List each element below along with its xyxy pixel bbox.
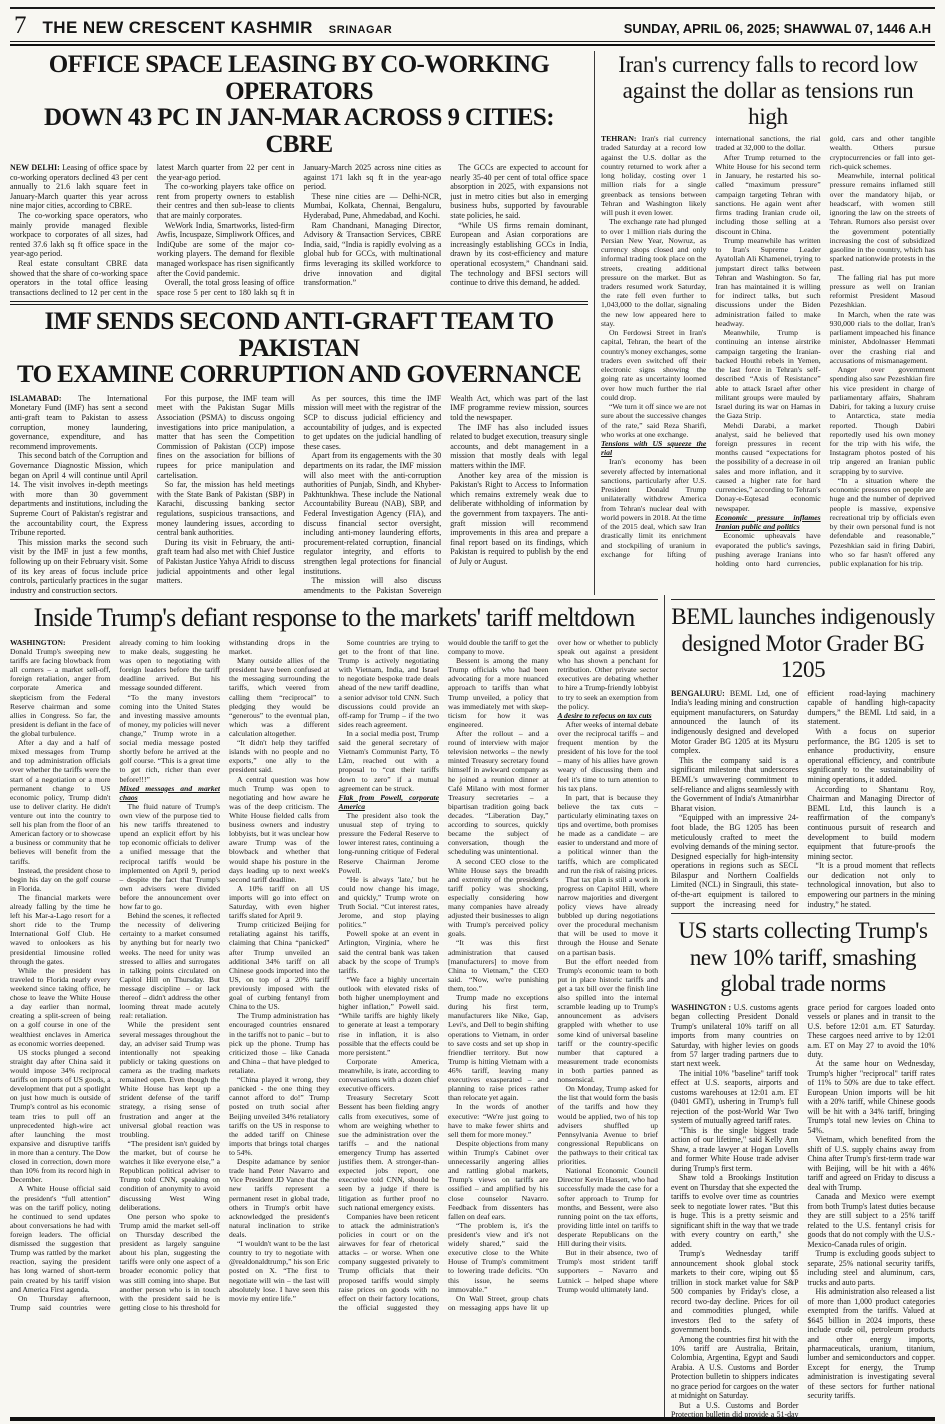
article-us-tariff-collection-body bbox=[671, 1003, 935, 1420]
article-paragraph: Many outside allies of the president have been confused at the messaging surrounding the tariffs, which veered from calling them “reciprocal” to pledging they would be “generous” to the eventual plan, which was a different calculation altogether. bbox=[229, 656, 330, 738]
article-paragraph: “I wouldn't want to be the last country to try to negotiate with @realdonaldtrump,” his son Eric posted on X. “The first to negotiate will win – the last will absolutely lose. I have seen this movie my entire life.” bbox=[229, 1239, 330, 1303]
article-paragraph: Mehdi Darabi, a market analyst, said he believed that foreign pressures in recent months caused “expectations for the possibility of a decrease in oil sales and more inflation, and it caused a higher rate for hard currencies,” according to Tehran's Donay-e-Eqtesad economic newspaper. bbox=[715, 420, 821, 513]
article-paragraph: Despite adamance by senior trade hand Peter Navarro and Vice President JD Vance that the new tariffs represent a permanent reset in global trade, others in Trump's orbit have acknowledged the president's natural inclination to strike deals. bbox=[229, 1157, 330, 1239]
vertical-rule bbox=[664, 595, 665, 1420]
article-paragraph: After Trump returned to the White House for his second term in January, he restarted his so-called “maximum pressure” campaign targeting Tehran with sanctions. He again went after firms trading Iranian crude oil, including those selling at a discount in China. bbox=[715, 152, 821, 236]
article-paragraph: After a day and a half of mixed messages from Trump and top administration officials over whether the tariffs were the start of a negotiation or a more permanent change to US economic policy, Trump didn't use to deliver clarity. He didn't venture out into the country to sell his plan from the floor of an American factory or to showcase a business or community that he believes will benefit from the tariffs. bbox=[10, 738, 111, 866]
article-paragraph: After weeks of internal debate over the reciprocal tariffs – and frequent mention by the president of his love for the tool – many of his allies have grown weary of discussing them and feel it's time to turn attention to his tax plans. bbox=[557, 719, 658, 793]
dateline: ISLAMABAD: bbox=[10, 393, 78, 403]
article-paragraph: Trump's Wednesday tariff announcement shook global stock markets to their core, wiping out $5 trillion in stock market value for S&P 500 companies by Friday's close, a record two-day decline. Prices for oil and commodities plunged, while investors fled to the safety of government bonds. bbox=[671, 1249, 799, 1335]
article-office-space bbox=[10, 52, 588, 297]
article-paragraph: Economic upheavals have evaporated the public's savings, pushing average Iranians into holding onto hard currencies, gold, cars and other tangible wealth. Others pursue cryptocurrencies or fall into get-rich-quick schemes. bbox=[715, 134, 935, 569]
article-paragraph: For this purpose, the IMF team will meet with the Pakistan Sugar Mills Association (PSMA) to discuss ongoing investigations into price manipulation, a matter that has seen the Competition Commission of Pakistan (CCP) impose fines on the association for billions of rupees for price manipulation and cartelisation. bbox=[156, 393, 295, 480]
article-paragraph: On Wall Street, group chats on messaging apps have lit up over how or whether to publicly speak out against a president who has shown a penchant for retribution. Other private sector executives are debating whether to hire a Trump-friendly lobbyist to try to seek an exemption from the policy. bbox=[448, 637, 658, 1312]
article-paragraph: Bessent is among the many Trump officials who had been advocating for a more nuanced approach to tariffs than what Trump unveiled, a policy that was immediately met with skepticism for how it was engineered. bbox=[448, 656, 549, 729]
vertical-rule bbox=[594, 51, 595, 595]
article-paragraph: In a social media post, Trump said the general secretary of Vietnam's Communist Party, Tô Lâm, reached out with a proposal to “cut their tariffs down to zero” if a mutual agreement can be struck. bbox=[338, 728, 439, 793]
dateline: WASHINGTON: bbox=[10, 637, 83, 647]
article-paragraph: While the president sent several messages throughout the day, an adviser said Trump was intentionally not speaking publicly or taking questions on camera as the trading markets remained open. Even though the White House has kept up a strident defense of the tariff strategy, a rising sense of frustration and anger at the universal global reaction was troubling. bbox=[119, 1020, 220, 1139]
article-paragraph: Some countries are trying to get to the front of that line. Trump is actively negotiating with Vietnam, India, and Israel to negotiate bespoke trade deals ahead of the new tariff deadline, a senior advisor told CNN. Such discussions could provide an off-ramp for Trump – if the two sides reach agreement. bbox=[338, 637, 439, 729]
article-paragraph: “He is always 'late,' but he could now change his image, and quickly,” Trump wrote on Truth Social. “Cut interest rates, Jerome, and stop playing politics.” bbox=[338, 874, 439, 930]
article-us-tariff-collection-headline: US starts collecting Trump's new 10% tariff, smashing global trade norms bbox=[678, 918, 928, 997]
section-divider bbox=[10, 301, 588, 305]
article-paragraph: On Monday, Trump asked for the list that would form the basis of the tariffs and how they would be applied, two of his top advisers shuffled up Pennsylvania Avenue to brief congressional Republicans on the pathways to their critical tax priorities. bbox=[557, 1084, 658, 1167]
article-paragraph: Iran's economy has been severely affected by international sanctions, particularly after U.S. President Donald Trump unilaterally withdrew America from Tehran's nuclear deal with world powers in 2018. At the time of the 2015 deal, which saw Iran drastically limit its enrichment and stockpiling of uranium in exchange for lifting of international sanctions, the rial traded at 32,000 to the dollar. bbox=[601, 134, 821, 559]
article-paragraph: “In a situation where the economic pressures on people are huge and the number of deprived people is massive, expensive recreational trip by officials even by their own personal fund is not defendable and reasonable,” Pezeshkian said in firing Dabiri, who so far hasn't offered any public explanation for his trip. bbox=[829, 475, 935, 569]
article-paragraph: TEHRAN: Iran's rial currency traded Saturday at a record low against the U.S. dollar as the country returned to work after a long holiday, costing over 1 million rials for a single greenback as tensions between Tehran and Washington likely will push it even lower. bbox=[601, 134, 707, 218]
article-paragraph: Apart from its engagements with the 30 departments on its radar, the IMF mission will also meet with the anti-corruption authorities of Punjab, Sindh, and Khyber-Pakhtunkhwa. These include the National Accountability Bureau (NAB), SBP, and Federal Investigation Agency (FIA), and discuss financial sector oversight, including anti-money laundering efforts, procurement-related corruption, financial regulator integrity, and efforts to strengthen legal protections for financial institutions. bbox=[303, 451, 442, 576]
band-top-left bbox=[10, 51, 588, 595]
article-paragraph: “It didn't help they tariffed islands with no people and no exports,” one ally to the president said. bbox=[229, 738, 330, 775]
page-number: 7 bbox=[14, 12, 27, 39]
article-paragraph: This mission marks the second such visit by the IMF in just a few months, following up on their February visit. Some of its key areas of focus include price controls, particularly practices in the sugar industry and construction sectors. bbox=[10, 537, 148, 595]
article-paragraph: "This is the single biggest trade action of our lifetime," said Kelly Ann Shaw, a trade lawyer at Hogan Lovells and former White House trade adviser during Trump's first term. bbox=[671, 1125, 799, 1173]
article-paragraph: BENGALURU: BEML Ltd, one of India's leading mining and construction equipment manufacturers, on Saturday announced the launch of its indigenously designed and developed Motor Grader BG 1205 at its Mysuru complex. bbox=[671, 688, 799, 756]
article-paragraph: Trump is excluding goods subject to separate, 25% national security tariffs, including steel and aluminum, cars, trucks and auto parts. bbox=[807, 1249, 935, 1287]
article-paragraph: A central question was how much Trump was open to negotiating and how aware he was of the deep criticism. The White House fielded calls from business owners and industry lobbyists, but it was unclear how aware Trump was of the blowback and whether that would shape his posture in the days leading up to next week's second tariff deadline. bbox=[229, 774, 330, 884]
dateline: TEHRAN: bbox=[601, 134, 642, 144]
article-paragraph: The IMF has also included issues related to budget execution, treasury single accounts, and debt management in a mission that mostly deals with legal matters within the IMF. bbox=[450, 422, 588, 470]
article-paragraph: So far, the mission has held meetings with the State Bank of Pakistan (SBP) in Karachi, discussing banking sector regulations, suspicious transactions, and money laundering issues, according to central bank authorities. bbox=[156, 480, 295, 538]
article-subhead: A desire to refocus on tax cuts bbox=[557, 710, 652, 720]
article-paragraph: According to Shantanu Roy, Chairman and Managing Director of BEML Ltd, this launch is a reaffirmation of the company's continuous pursuit of research and development to build modern equipment that future-proofs the mining sector. bbox=[807, 784, 935, 861]
article-paragraph: Vietnam, which benefited from the shift of U.S. supply chains away from China after Trump's first-term trade war with Beijing, will be hit with a 46% tariff and agreed on Friday to discuss a deal with Trump. bbox=[807, 1135, 935, 1192]
article-paragraph: Another key area of the mission is Pakistan's Right to Access to Information which remains extremely weak due to deliberate withholding of information by the government from taxpayers. The anti-graft mission will recommend improvements in this area and prepare a final report based on its findings, which Pakistan is required to publish by the end of July or August. bbox=[450, 470, 588, 566]
dateline: WASHINGTON : bbox=[671, 1002, 734, 1012]
article-paragraph: The falling rial has put more pressure as well on Iranian reformist President Masoud Pezeshkian. bbox=[829, 272, 935, 310]
article-paragraph: Treasury Secretary Scott Bessent has been fielding angry calls from executives, some of whom are weighing whether to sue the administration over the tariffs – and the national emergency Trump has asserted justifies them. A stronger-than-expected jobs report, one executive told CNN, should be seen by a judge if there is litigation as further proof no such national emergency exists. bbox=[338, 1093, 439, 1212]
section-divider bbox=[10, 599, 658, 600]
article-paragraph: The mission will also discuss amendments to the Pakistan Sovereign Wealth Act, which was part of the last IMF programme review mission, sources told the newspaper. bbox=[303, 393, 588, 595]
article-paragraph: This the company said is a significant milestone that underscores BEML's unwavering commitment to self-reliance and aligns seamlessly with the Government of India's Atmanirbhar Bharat vision. bbox=[671, 755, 799, 813]
article-trump-tariff-meltdown-body bbox=[10, 638, 658, 1312]
article-paragraph: Among the countries first hit with the 10% tariff are Australia, Britain, Colombia, Argentina, Egypt and Saudi Arabia. A U.S. Customs and Border Protection bulletin to shippers indicates no grace period for cargoes on the water at midnight on Saturday. bbox=[671, 1334, 799, 1401]
bottom-rule bbox=[10, 1417, 935, 1421]
article-paragraph: At the same hour on Wednesday, Trump's higher "reciprocal" tariff rates of 11% to 50% are due to take effect. European Union imports will be hit with a 20% tariff, while Chinese goods will be hit with a 34% tariff, bringing Trump's total new levies on China to 54%. bbox=[807, 1059, 935, 1135]
article-paragraph: But in their absence, two of Trump's most strident tariff supporters – Navarro and Lutnick – helped shape where Trump would ultimately land. bbox=[557, 1248, 658, 1294]
band-bottom-left bbox=[10, 595, 658, 1420]
article-paragraph: That tax plan is still a work in progress on Capitol Hill, where narrow majorities and divergent policy views have already bubbled up during negotiations over the procedural mechanism that will be used to move it through the House and Senate on a partisan basis. bbox=[557, 874, 658, 957]
article-paragraph: In part, that is because they believe the tax cuts – particularly eliminating taxes on tips and overtime, both promises he made as a candidate – are easier to understand and more of a political winner than the tariffs, which are complicated and run the risk of raising prices. bbox=[557, 792, 658, 875]
article-paragraph: On Thursday afternoon, Trump said countries were already coming to him looking to make deals, suggesting he was open to negotiating with foreign leaders before the tariff deadline arrived. But his message sounded different. bbox=[10, 637, 220, 1312]
article-paragraph: Anger over government spending also saw Pezeshkian fire his vice president in charge of parliamentary affairs, Shahram Dabiri, for taking a luxury cruise to Antarctica, state media reported. Though Dabiri reportedly used his own money for the trip with his wife, the Instagram photos posted of his trip angered an Iranian public scrapping by to survive. bbox=[829, 365, 935, 476]
article-office-space-body bbox=[10, 163, 588, 297]
article-imf-pakistan-body bbox=[10, 394, 588, 595]
article-beml-grader-body bbox=[671, 689, 935, 910]
article-paragraph: “It is a proud moment that reflects our dedication not only to technological innovation, but also to empowering our partners in the mining industry,” he stated. bbox=[807, 861, 935, 909]
band-bottom-right bbox=[671, 595, 935, 1420]
article-paragraph: The exchange rate had plunged to over 1 million rials during the Persian New Year, Nowruz, as currency shops closed and only informal trading took place on the streets, creating additional pressure on the market. But as traders resumed work Saturday, the rate fell even further to 1,043,000 to the dollar, signaling the new low appeared here to stay. bbox=[601, 217, 707, 328]
article-paragraph: Trump criticized Beijing for retaliating against his tariffs, claiming that China “panicked” after Trump unveiled an additional 34% tariff on all Chinese goods imported into the US, on top of a 20% tariff previously imposed with the goal of curbing fentanyl from China to the US. bbox=[229, 920, 330, 1012]
article-subhead: Economic pressure inflames Iranian public and politics bbox=[715, 512, 821, 532]
article-paragraph: “Equipped with an impressive 24-foot blade, the BG 1205 has been meticulously crafted to meet the evolving demands of the mining sector. Designed especially for high-intensity operations in regions such as SECL Bilaspur and Northern Coalfields Limited (NCL) in Singrauli, this state-of-the-art equipment is tailored to support the increasing need for efficient road-laying machinery capable of handling high-capacity dumpers,” the BEML Ltd said, in a statement. bbox=[671, 688, 935, 909]
article-paragraph: The Trump administration has encouraged countries ensnared in the tariffs not to panic – but to pick up the phone. Trump has criticized those – like Canada and China – that have pledged to retaliate. bbox=[229, 1011, 330, 1076]
section-divider bbox=[671, 599, 935, 600]
article-paragraph: Overall, the total gross leasing of office space rose 5 per cent to 180 lakh sq ft in January-March 2025 across nine cities as against 171 lakh sq ft in the year-ago period. bbox=[156, 163, 442, 297]
article-paragraph: “It was this first administration that caused [manufacturers] to move from China to Vietnam,” the CEO said. “Now, we're punishing them, too.” bbox=[448, 938, 549, 994]
dateline: BENGALURU: bbox=[671, 688, 730, 698]
article-paragraph: The co-working space operators, who mainly provide managed flexible workpace to corporates of all sizes, had rented 37.6 lakh sq ft office space in the year-ago period. bbox=[10, 210, 148, 259]
article-paragraph: The fluid nature of Trump's own view of the purpose tied to his new tariffs threatened to upend an explicit effort by his top economic officials to deliver a unified message that the reciprocal tariffs would be implemented on April 9, period – despite the fact that Trump's own advisers were divided before the announcement over how far to go. bbox=[119, 801, 220, 912]
article-beml-grader bbox=[671, 604, 935, 909]
article-paragraph: National Economic Council Director Kevin Hassett, who had successfully made the case for a softer approach to Trump for months, and Bessent, were also running point on the tax efforts, providing little intel on tariffs to desperate Republicans on the Hill during their visits. bbox=[557, 1166, 658, 1249]
article-paragraph: While the president has traveled to Florida nearly every weekend since taking office, he chose to leave the White House a day earlier than normal, creating a split-screen of being on a golf course in one of the wealthiest enclaves in America as economic worries deepened. bbox=[10, 965, 111, 1048]
article-office-space-headline: OFFICE SPACE LEASING BY CO-WORKING OPERATORS DOWN 43 PC IN JAN-MAR ACROSS 9 CITIES: CBRE bbox=[44, 51, 554, 158]
article-paragraph: “While US firms remain dominant, European and Asian corporations are increasingly establishing GCCs in India, drawn by its cost-efficiency and mature operational ecosystem,” Chandnani said. The technology and BFSI sectors will continue to drive this demand, he added. bbox=[450, 220, 588, 288]
article-paragraph: Powell spoke at an event in Arlington, Virginia, where he said the central bank was taken aback by the scope of Trump's tariffs. bbox=[338, 929, 439, 975]
article-paragraph: A White House official said the president's “full attention” was on the tariff policy, noting he continued to send updates about conversations he had with foreign leaders. The official dismissed the suggestion that Trump was rattled by the market reaction, saying the president has long warned of short-term pain created by his tariff vision and America First agenda. bbox=[10, 1184, 111, 1294]
article-paragraph: Real estate consultant CBRE data showed that the share of co-working space operators in the total office leasing transactions declined to 12 per cent in the latest March quarter from 22 per cent in the year-ago period. bbox=[10, 163, 295, 297]
article-paragraph: His administration also released a list of more than 1,000 product categories exempted from the tariffs. Valued at $645 billion in 2024 imports, these include crude oil, petroleum products and other energy imports, pharmaceuticals, uranium, titanium, lumber and semiconductors and copper. Except for energy, the Trump administration is investigating several of these sectors for further national security tariffs. bbox=[807, 1287, 935, 1401]
article-paragraph: Ram Chandnani, Managing Director, Advisory & Transaction Services, CBRE India, said, “India is rapidly evolving as a global hub for GCCs, with multinational firms leveraging its skilled workforce to drive innovation and digital transformation.” bbox=[303, 220, 442, 288]
masthead-date: SUNDAY, APRIL 06, 2025; SHAWWAL 07, 1446 A.H bbox=[623, 21, 931, 36]
article-us-tariff-collection bbox=[671, 918, 935, 1420]
article-paragraph: “China played it wrong, they panicked - the one thing they cannot afford to do!” Trump posted on truth social after Beijing unveiled 34% retaliatory tariffs on the US in response to the added tariff on Chinese imports that brings total charges to 54%. bbox=[229, 1075, 330, 1157]
article-paragraph: This second batch of the Corruption and Governance Diagnostic Mission, which began on April 4 will continue until April 14. The visit involves in-depth meetings with more than 30 government departments and institutions, including the Supreme Court of Pakistan's registrar and the accountability court, the Express Tribune reported. bbox=[10, 451, 148, 538]
article-subhead: Flak from Powell, corporate America bbox=[338, 792, 439, 811]
section-divider bbox=[671, 913, 935, 914]
article-paragraph: In the words of another executive: “We're just going to have to make fewer shirts and sell them for more money.” bbox=[448, 1102, 549, 1139]
article-iran-currency-headline: Iran's currency falls to record low against the dollar as tensions run high bbox=[618, 52, 918, 129]
article-imf-pakistan-headline: IMF SENDS SECOND ANTI-GRAFT TEAM TO PAKISTAN TO EXAMINE CORRUPTION AND GOVERNANCE bbox=[16, 308, 582, 389]
article-iran-currency-body bbox=[601, 134, 935, 568]
article-paragraph: WASHINGTON: President Donald Trump's sweeping new tariffs are facing blowback from all corners – a market sell-off, foreign retaliation, anger from corporate America and skepticism from the Federal Reserve chairman and some allies in Congress. So far, the president is defiant in the face of the global turbulence. bbox=[10, 637, 111, 738]
newspaper-title: THE NEW CRESCENT KASHMIR bbox=[42, 18, 313, 37]
article-paragraph: WeWork India, Smartworks, listed-firm Awfis, Incuspaze, Simpliwork Offices, and IndiQube are some of the major co-working players. The demand for flexible managed workspace has risen significantly after the Covid pandemic. bbox=[156, 220, 295, 278]
top-rule bbox=[10, 7, 935, 9]
article-paragraph: One person who spoke to Trump amid the market sell-off on Thursday described the president as largely sanguine about his plan, suggesting the tariffs were only one aspect of a broader economic policy that was still coming into shape. But another person who is in touch with the president said he is getting close to his threshold for withstanding drops in the market. bbox=[119, 637, 330, 1312]
article-paragraph: As per sources, this time the IMF mission will meet with the registrar of the SCP to discuss judicial efficiency and accountability of judges, and is expected to get updates on the judicial handling of these cases. bbox=[303, 393, 442, 451]
article-paragraph: Despite objections from many within Trump's Cabinet over unnecessarily angering allies and rattling global markets, Trump's views on tariffs are ossified – and amplified by his close counselor Navarro. Feedback from dissenters has fallen on deaf ears. bbox=[448, 1138, 549, 1221]
article-paragraph: The co-working players take office on rent from property owners to establish their centres and then sub-lease to clients that are mainly corporates. bbox=[156, 182, 295, 220]
article-paragraph: After the rollout – and a round of interview with major television networks – the newly minted Treasury secretary found himself in awkward company as he joined a reunion dinner at Café Milano with most former Treasury secretaries – a bipartisan tradition going back decades. “Liberation Day,” according to sources, quickly became the subject of conversation, though the scheduling was unintentional. bbox=[448, 728, 549, 857]
article-paragraph: With a focus on superior performance, the BG 1205 is set to enhance productivity, ensure operational efficiency, and contribute significantly to the sustainability of mining operations, it added. bbox=[807, 726, 935, 784]
article-paragraph: Meanwhile, internal political pressure remains inflamed still over the mandatory hijab, or headscarf, with women still ignoring the law on the streets of Tehran. Rumors also persist over the government potentially increasing the cost of subsidized gasoline in the country, which has sparked nationwide protests in the past. bbox=[829, 171, 935, 273]
article-paragraph: Shaw told a Brookings Institution event on Thursday that she expected the tariffs to evolve over time as countries seek to negotiate lower rates. "But this is huge. This is a pretty seismic and significant shift in the way that we trade with every country on earth," she added. bbox=[671, 1173, 799, 1249]
article-paragraph: But the effort needed from Trump's economic team to both put in place historic tariffs and get a tax bill over the finish line also spilled into the internal scramble leading up to Trump's announcement as advisers grappled with whether to use some kind of universal baseline tariff or the country-specific number that captured a measurement trade economists in both parties panned as nonsensical. bbox=[557, 956, 658, 1085]
article-paragraph: Trump made no exceptions during his first term, manufacturers like Nike, Gap, Levi's, and Dell to begin shifting operations to Vietnam, in order to save costs and set up shop in friendlier territory. But now Trump is hitting Vietnam with a 46% tariff, leaving many executives exasperated – and planning to raise prices rather than relocate yet again. bbox=[448, 993, 549, 1103]
band-bottom bbox=[10, 595, 935, 1420]
masthead bbox=[10, 12, 935, 41]
article-paragraph: During its visit in February, the anti-graft team had also met with Chief Justice of Pakistan Justice Yahya Afridi to discuss judicial appointments and other legal matters. bbox=[156, 537, 295, 586]
article-paragraph: Companies have been reticent to attack the administration's policies in court or on the airwaves for fear of rhetorical attacks – or worse. When one company suggested privately to Trump officials that their proposed tariffs would simply raise prices on goods with no effect on their factory locations, the official suggested they would double the tariff to get the company to move. bbox=[338, 637, 549, 1312]
article-trump-tariff-meltdown-headline: Inside Trump's defiant response to the markets' tariff meltdown bbox=[33, 603, 635, 633]
article-paragraph: ISLAMABAD: The International Monetary Fund (IMF) has sent a second anti-graft team to Pakistan to assess corruption, money laundering, governance, expenditure, and has recommend improvements. bbox=[10, 393, 148, 451]
masthead-city: SRINAGAR bbox=[328, 24, 393, 36]
article-paragraph: “To the many investors coming into the United States and investing massive amounts of money, my policies will never change,” Trump wrote in a social media message posted shortly before he arrived at the golf course. “This is a great time to get rich, richer than ever before!!!” bbox=[119, 692, 220, 784]
dateline: NEW DELHI: bbox=[10, 163, 63, 172]
band-top bbox=[10, 51, 935, 595]
article-paragraph: Meanwhile, Trump is continuing an intense airstrike campaign targeting the Iranian-backed Houthi rebels in Yemen, the last force in Tehran's self-described “Axis of Resistance” able to attack Israel after other militant groups were mauled by Israel during its war on Hamas in the Gaza Strip. bbox=[715, 328, 821, 421]
article-paragraph: A second CEO close to the White House says the breadth and extremity of the president's tariff policy was shocking, especially considering how many companies have already adjusted their businesses to align with Trump's perceived policy goals. bbox=[448, 856, 549, 939]
article-paragraph: The financial markets were already falling by the time he left his Mar-a-Lago resort for a short ride to the Trump International Golf Club. He waved to onlookers as his presidential limousine rolled through the gates. bbox=[10, 892, 111, 966]
article-paragraph: “We turn it off since we are not sure about the successive changes of the rate,” said Reza Sharifi, who works at one exchange. bbox=[601, 402, 707, 439]
article-paragraph: US stocks plunged a second straight day after China said it would impose 34% reciprocal tariffs on imports of US goods, a development that put a spotlight on just how much is outside of Trump's control as his economic team tries to pull off an unprecedented high-wire act after launching the most expansive and disruptive tariffs in more than a century. The Dow closed in correction, down more than 10% from its record high in December. bbox=[10, 1047, 111, 1185]
article-iran-currency bbox=[601, 52, 935, 568]
article-paragraph: Trump meanwhile has written to Iran's Supreme Leader Ayatollah Ali Khamenei, trying to jumpstart direct talks between Tehran and Washington. So far, Iran has maintained it is willing for indirect talks, but such discussions under the Biden administration failed to make headway. bbox=[715, 235, 821, 328]
article-paragraph: A 10% tariff on all US imports will go into effect on Saturday, with even higher tariffs slated for April 9. bbox=[229, 883, 330, 921]
article-paragraph: In March, when the rate was 930,000 rials to the dollar, Iran's parliament impeached his finance minister, Abdolnasser Hemmati over the crashing rial and accusations of mismanagement. bbox=[829, 309, 935, 365]
article-paragraph: The president also took the unusual step of trying to pressure the Federal Reserve to lower interest rates, continuing a long-running critique of Federal Reserve Chairman Jerome Powell. bbox=[338, 810, 439, 875]
article-paragraph: Instead, the president chose to begin his day on the golf course in Florida. bbox=[10, 865, 111, 893]
article-subhead: Tensions with US squeeze the rial bbox=[601, 438, 707, 458]
article-paragraph: “The president isn't guided by the market, but of course he watches it like everyone else,” a Republican political adviser to Trump told CNN, speaking on condition of anonymity to avoid discussing West Wing deliberations. bbox=[119, 1138, 220, 1212]
article-paragraph: Canada and Mexico were exempt from both Trump's latest duties because they are still subject to a 25% tariff related to the U.S. fentanyl crisis for goods that do not comply with the U.S.-Mexico-Canada rules of origin. bbox=[807, 1192, 935, 1249]
article-paragraph: “The problem is, it's the president's view and it's not widely shared,” said the executive close to the White House of Trump's commitment to lowering trade deficits. “On this issue, he seems immovable.” bbox=[448, 1220, 549, 1294]
article-paragraph: Behind the scenes, it reflected the necessity of delivering certainty to a market consumed by anything but for nearly two weeks. The need for unity was stressed to allies and surrogates in talking points circulated on Capitol Hill on Thursday. But message discipline – or lack thereof – didn't address the other looming threat made acutely real: retaliation. bbox=[119, 911, 220, 1021]
article-paragraph: These nine cities are — Delhi-NCR, Mumbai, Kolkata, Chennai, Bengaluru, Hyderabad, Pune, Ahmedabad, and Kochi. bbox=[303, 191, 442, 220]
band-top-right bbox=[601, 51, 935, 595]
article-paragraph: WASHINGTON : U.S. customs agents began collecting President Donald Trump's unilateral 10% tariff on all imports from many countries on Saturday, with higher levies on goods from 57 larger trading partners due to start next week. bbox=[671, 1002, 799, 1069]
masthead-rule bbox=[10, 41, 935, 46]
article-trump-tariff-meltdown bbox=[10, 604, 658, 1312]
article-paragraph: But a U.S. Customs and Border Protection bulletin did provide a 51-day grace period for cargoes loaded onto vessels or planes and in transit to the U.S. before 12:01 a.m. ET Saturday. These cargoes need arrive to by 12:01 a.m. ET on May 27 to avoid the 10% duty. bbox=[671, 1002, 935, 1420]
article-paragraph: The GCCs are expected to account for nearly 35-40 per cent of total office space absorption in 2025, with expansions not just in metro cities but also in emerging business hubs, supported by favourable state policies, he said. bbox=[450, 163, 588, 220]
article-paragraph: Corporate America, meanwhile, is irate, according to conversations with a dozen chief executive officers. bbox=[338, 1056, 439, 1094]
article-paragraph: “We face a highly uncertain outlook with elevated risks of both higher unemployment and higher inflation,” Powell said. “While tariffs are highly likely to generate at least a temporary rise in inflation, it is also possible that the effects could be more persistent.” bbox=[338, 974, 439, 1057]
article-paragraph: On Ferdowsi Street in Iran's capital, Tehran, the heart of the country's money exchanges, some traders even switched off their electronic signs showing the going rate as uncertainty loomed over how much further the rial could drop. bbox=[601, 328, 707, 402]
article-paragraph: NEW DELHI: Leasing of office space by co-working operators declined 43 per cent annually to 21.6 lakh square feet in January-March quarter this year across nine major cities, according to CBRE. bbox=[10, 163, 148, 211]
article-paragraph: The initial 10% "baseline" tariff took effect at U.S. seaports, airports and customs warehouses at 12:01 a.m. ET (0401 GMT), ushering in Trump's full rejection of the post-World War Two system of mutually agreed tariff rates. bbox=[671, 1068, 799, 1126]
article-subhead: Mixed messages and market chaos bbox=[119, 783, 220, 802]
article-imf-pakistan bbox=[10, 309, 588, 595]
article-beml-grader-headline: BEML launches indigenously designed Motor Grader BG 1205 bbox=[671, 604, 935, 683]
